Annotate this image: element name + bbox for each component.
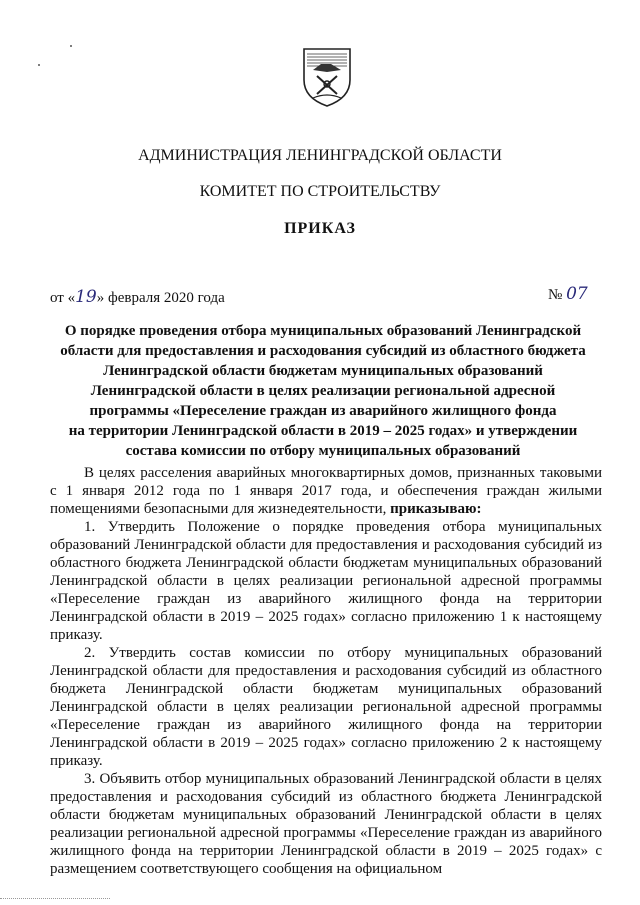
committee-name: КОМИТЕТ ПО СТРОИТЕЛЬСТВУ [199,183,441,200]
preamble-paragraph [50,464,602,518]
title-line: Ленинградской области бюджетам муниципальных образований [103,363,543,379]
title-line: программы «Переселение граждан из аварийного жилищного фонда [89,403,557,419]
document-type: ПРИКАЗ [284,220,356,237]
order-number [548,284,588,304]
scan-edge-mark [0,898,110,901]
title-line: О порядке проведения отбора муниципальных образований Ленинградской [64,323,582,339]
clause-2: 2. Утвердить состав комиссии по отбору муниципальных образований Ленинградской области для предоставления и расходования субсидий из областного бюджета Ленинградской области бюджетам муниципальных образований Ленинградской области в целях реализации региональной адресной программы «Переселение граждан из аварийного жилищного фонда на территории Ленинградской области в 2019 – 2025 годах» согласно приложению 2 к настоящему приказу. [50,645,602,769]
title-line: состава комиссии по отбору муниципальных образований [125,443,521,459]
date-day: 19 [75,287,97,307]
coat-of-arms-icon [301,46,353,108]
number-value: 07 [566,284,588,304]
scan-speck [70,45,72,47]
title-line: области для предоставления и расходования субсидий из областного бюджета [60,343,586,359]
clause-1: 1. Утвердить Положение о порядке проведения отбора муниципальных образований Ленинградской области для предоставления и расходования субсидий из областного бюджета Ленинградской области бюджетам муниципальных образований Ленинградской области в целях реализации региональной адресной программы «Переселение граждан из аварийного жилищного фонда на территории Ленинградской области в 2019 – 2025 годах» согласно приложению 1 к настоящему приказу. [50,519,602,643]
scan-speck [38,64,40,66]
title-line: на территории Ленинградской области в 2019 – 2025 годах» и утверждении [68,423,578,439]
title-line: Ленинградской области в целях реализации региональной адресной [90,383,556,399]
number-sign: № [548,287,563,303]
order-body [50,464,602,878]
order-date [50,287,225,307]
order-title [58,321,588,461]
organization-name: АДМИНИСТРАЦИЯ ЛЕНИНГРАДСКОЙ ОБЛАСТИ [138,147,502,164]
preamble-text: В целях расселения аварийных многоквартирных домов, признанных таковыми с 1 января 2012 года по 1 января 2017 года, и обеспечения граждан жилыми помещениями безопасными для жизнедеятельности, [50,465,602,517]
date-prefix: от « [50,290,76,306]
clause-3: 3. Объявить отбор муниципальных образований Ленинградской области в целях предоставления и расходования субсидий из областного бюджета Ленинградской области бюджетам муниципальных образований Ленинградской области в целях реализации региональной адресной программы «Переселение граждан из аварийного жилищного фонда на территории Ленинградской области в 2019 – 2025 годах» с размещением соответствующего сообщения на официальном [50,771,602,877]
date-rest: » февраля 2020 года [96,290,225,306]
order-verb: приказываю: [390,501,482,517]
